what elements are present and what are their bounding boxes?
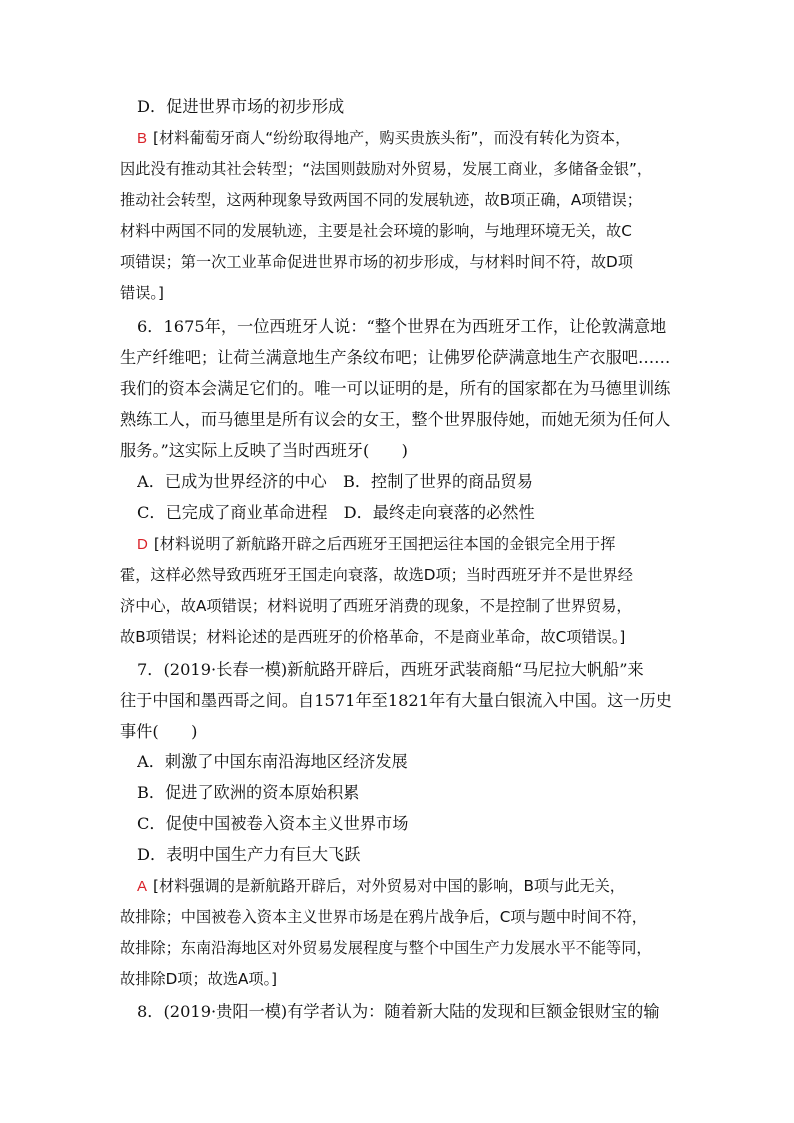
question-line: 6．1675年，一位西班牙人说：“整个世界在为西班牙工作，让伦敦满意地 — [137, 317, 667, 336]
question-line: 服务。”这实际上反映了当时西班牙( ) — [120, 441, 408, 460]
explanation-line: D [材料说明了新航路开辟之后西班牙王国把运往本国的金银完全用于挥 — [137, 535, 616, 553]
explanation-line: 推动社会转型，这两种现象导致两国不同的发展轨迹，故B项正确，A项错误； — [120, 191, 642, 209]
question-line: 生产纤维吧；让荷兰满意地生产条纹布吧；让佛罗伦萨满意地生产衣服吧…… — [120, 348, 671, 367]
explanation-line: A [材料强调的是新航路开辟后，对外贸易对中国的影响，B项与此无关， — [137, 877, 625, 895]
explanation-line: 材料中两国不同的发展轨迹，主要是社会环境的影响，与地理环境无关，故C — [120, 222, 632, 240]
option-line: A．已成为世界经济的中心 B．控制了世界的商品贸易 — [137, 472, 533, 491]
explanation-line: 项错误；第一次工业革命促进世界市场的初步形成，与材料时间不符，故D项 — [120, 253, 633, 271]
explanation-line: 济中心，故A项错误；材料说明了西班牙消费的现象，不是控制了世界贸易， — [120, 597, 632, 615]
question-line: 事件( ) — [120, 722, 198, 741]
explanation-line: 故排除D项；故选A项。] — [120, 970, 278, 988]
answer-letter: A — [137, 878, 148, 895]
answer-letter: B — [137, 130, 148, 147]
explanation-line: 故排除；中国被卷入资本主义世界市场是在鸦片战争后，C项与题中时间不符， — [120, 908, 647, 926]
option-line: C．已完成了商业革命进程 D．最终走向衰落的必然性 — [137, 503, 535, 522]
answer-letter: D — [137, 536, 148, 553]
question-line: 熟练工人，而马德里是所有议会的女王，整个世界服侍她，而她无须为任何人 — [120, 410, 671, 429]
option-line: D．促进世界市场的初步形成 — [137, 97, 345, 116]
question-line: 8．(2019·贵阳一模)有学者认为：随着新大陆的发现和巨额金银财宝的输 — [137, 1002, 660, 1021]
explanation-line: 错误。] — [120, 284, 164, 302]
question-line: 7．(2019·长春一模)新航路开辟后，西班牙武装商船“马尼拉大帆船”来 — [137, 660, 644, 679]
question-line: 我们的资本会满足它们的。唯一可以证明的是，所有的国家都在为马德里训练 — [120, 379, 671, 398]
explanation-line: 故B项错误；材料论述的是西班牙的价格革命，不是商业革命，故C项错误。] — [120, 628, 626, 646]
option-line: A．刺激了中国东南沿海地区经济发展 — [137, 752, 408, 771]
option-line: D．表明中国生产力有巨大飞跃 — [137, 845, 361, 864]
explanation-line: B [材料葡萄牙商人“纷纷取得地产，购买贵族头衔”，而没有转化为资本， — [137, 129, 631, 147]
explanation-line: 因此没有推动其社会转型；“法国则鼓励对外贸易，发展工商业，多储备金银”， — [120, 160, 653, 178]
explanation-line: 霍，这样必然导致西班牙王国走向衰落，故选D项；当时西班牙并不是世界经 — [120, 566, 633, 584]
option-line: C．促使中国被卷入资本主义世界市场 — [137, 814, 409, 833]
explanation-line: 故排除；东南沿海地区对外贸易发展程度与整个中国生产力发展水平不能等同， — [120, 939, 652, 957]
question-line: 往于中国和墨西哥之间。自1571年至1821年有大量白银流入中国。这一历史 — [120, 691, 672, 710]
option-line: B．促进了欧洲的资本原始积累 — [137, 783, 360, 802]
